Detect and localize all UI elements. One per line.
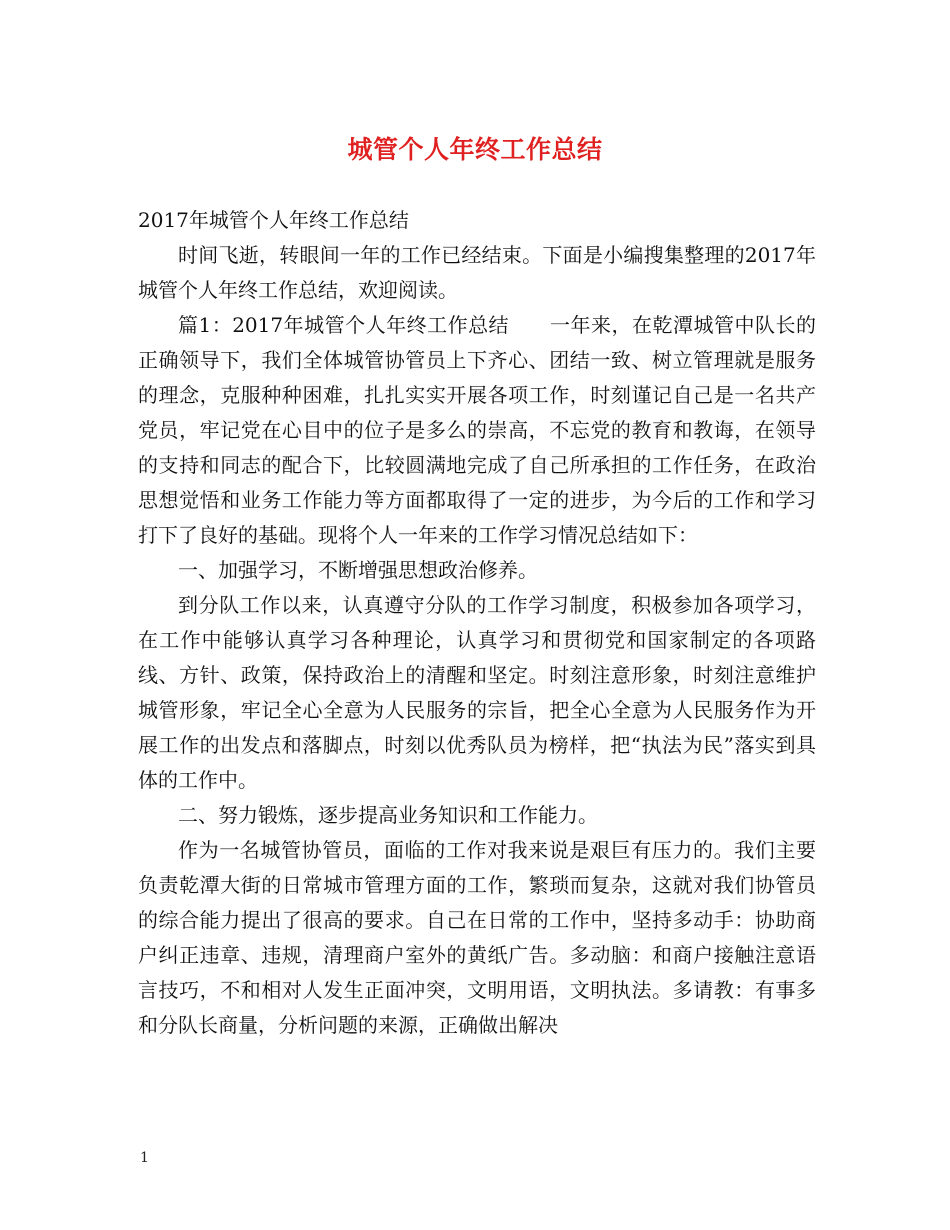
paragraph: 时间飞逝，转眼间一年的工作已经结束。下面是小编搜集整理的2017年城管个人年终工作总结，欢迎阅读。 xyxy=(138,243,816,302)
paragraph: 到分队工作以来，认真遵守分队的工作学习制度，积极参加各项学习，在工作中能够认真学习各种理论，认真学习和贯彻党和国家制定的各项路线、方针、政策，保持政治上的清醒和坚定。时刻注意形象，时刻注意维护城管形象，牢记全心全意为人民服务的宗旨，把全心全意为人民服务作为开展工作的出发点和落脚点，时刻以优秀队员为榜样，把“执法为民”落实到具体的工作中。 xyxy=(138,593,816,792)
document-body xyxy=(138,203,816,1043)
paragraph: 作为一名城管协管员，面临的工作对我来说是艰巨有压力的。我们主要负责乾潭大街的日常城市管理方面的工作，繁琐而复杂，这就对我们协管员的综合能力提出了很高的要求。自己在日常的工作中，坚持多动手：协助商户纠正违章、违规，清理商户室外的黄纸广告。多动脑：和商户接触注意语言技巧，不和相对人发生正面冲突，文明用语，文明执法。多请教：有事多和分队长商量，分析问题的来源，正确做出解决 xyxy=(138,838,816,1037)
page-number: 1 xyxy=(140,1150,149,1166)
section-heading: 二、努力锻炼，逐步提高业务知识和工作能力。 xyxy=(178,803,598,827)
section-heading: 一、加强学习，不断增强思想政治修养。 xyxy=(178,558,538,582)
paragraph: 篇1：2017年城管个人年终工作总结 一年来，在乾潭城管中队长的正确领导下，我们全体城管协管员上下齐心、团结一致、树立管理就是服务的理念，克服种种困难，扎扎实实开展各项工作，时刻谨记自己是一名共产党员，牢记党在心目中的位子是多么的崇高，不忘党的教育和教诲，在领导的支持和同志的配合下，比较圆满地完成了自己所承担的工作任务，在政治思想觉悟和业务工作能力等方面都取得了一定的进步，为今后的工作和学习打下了良好的基础。现将个人一年来的工作学习情况总结如下： xyxy=(138,313,816,547)
paragraph: 2017年城管个人年终工作总结 xyxy=(138,208,409,232)
document-title: 城管个人年终工作总结 xyxy=(347,135,603,164)
